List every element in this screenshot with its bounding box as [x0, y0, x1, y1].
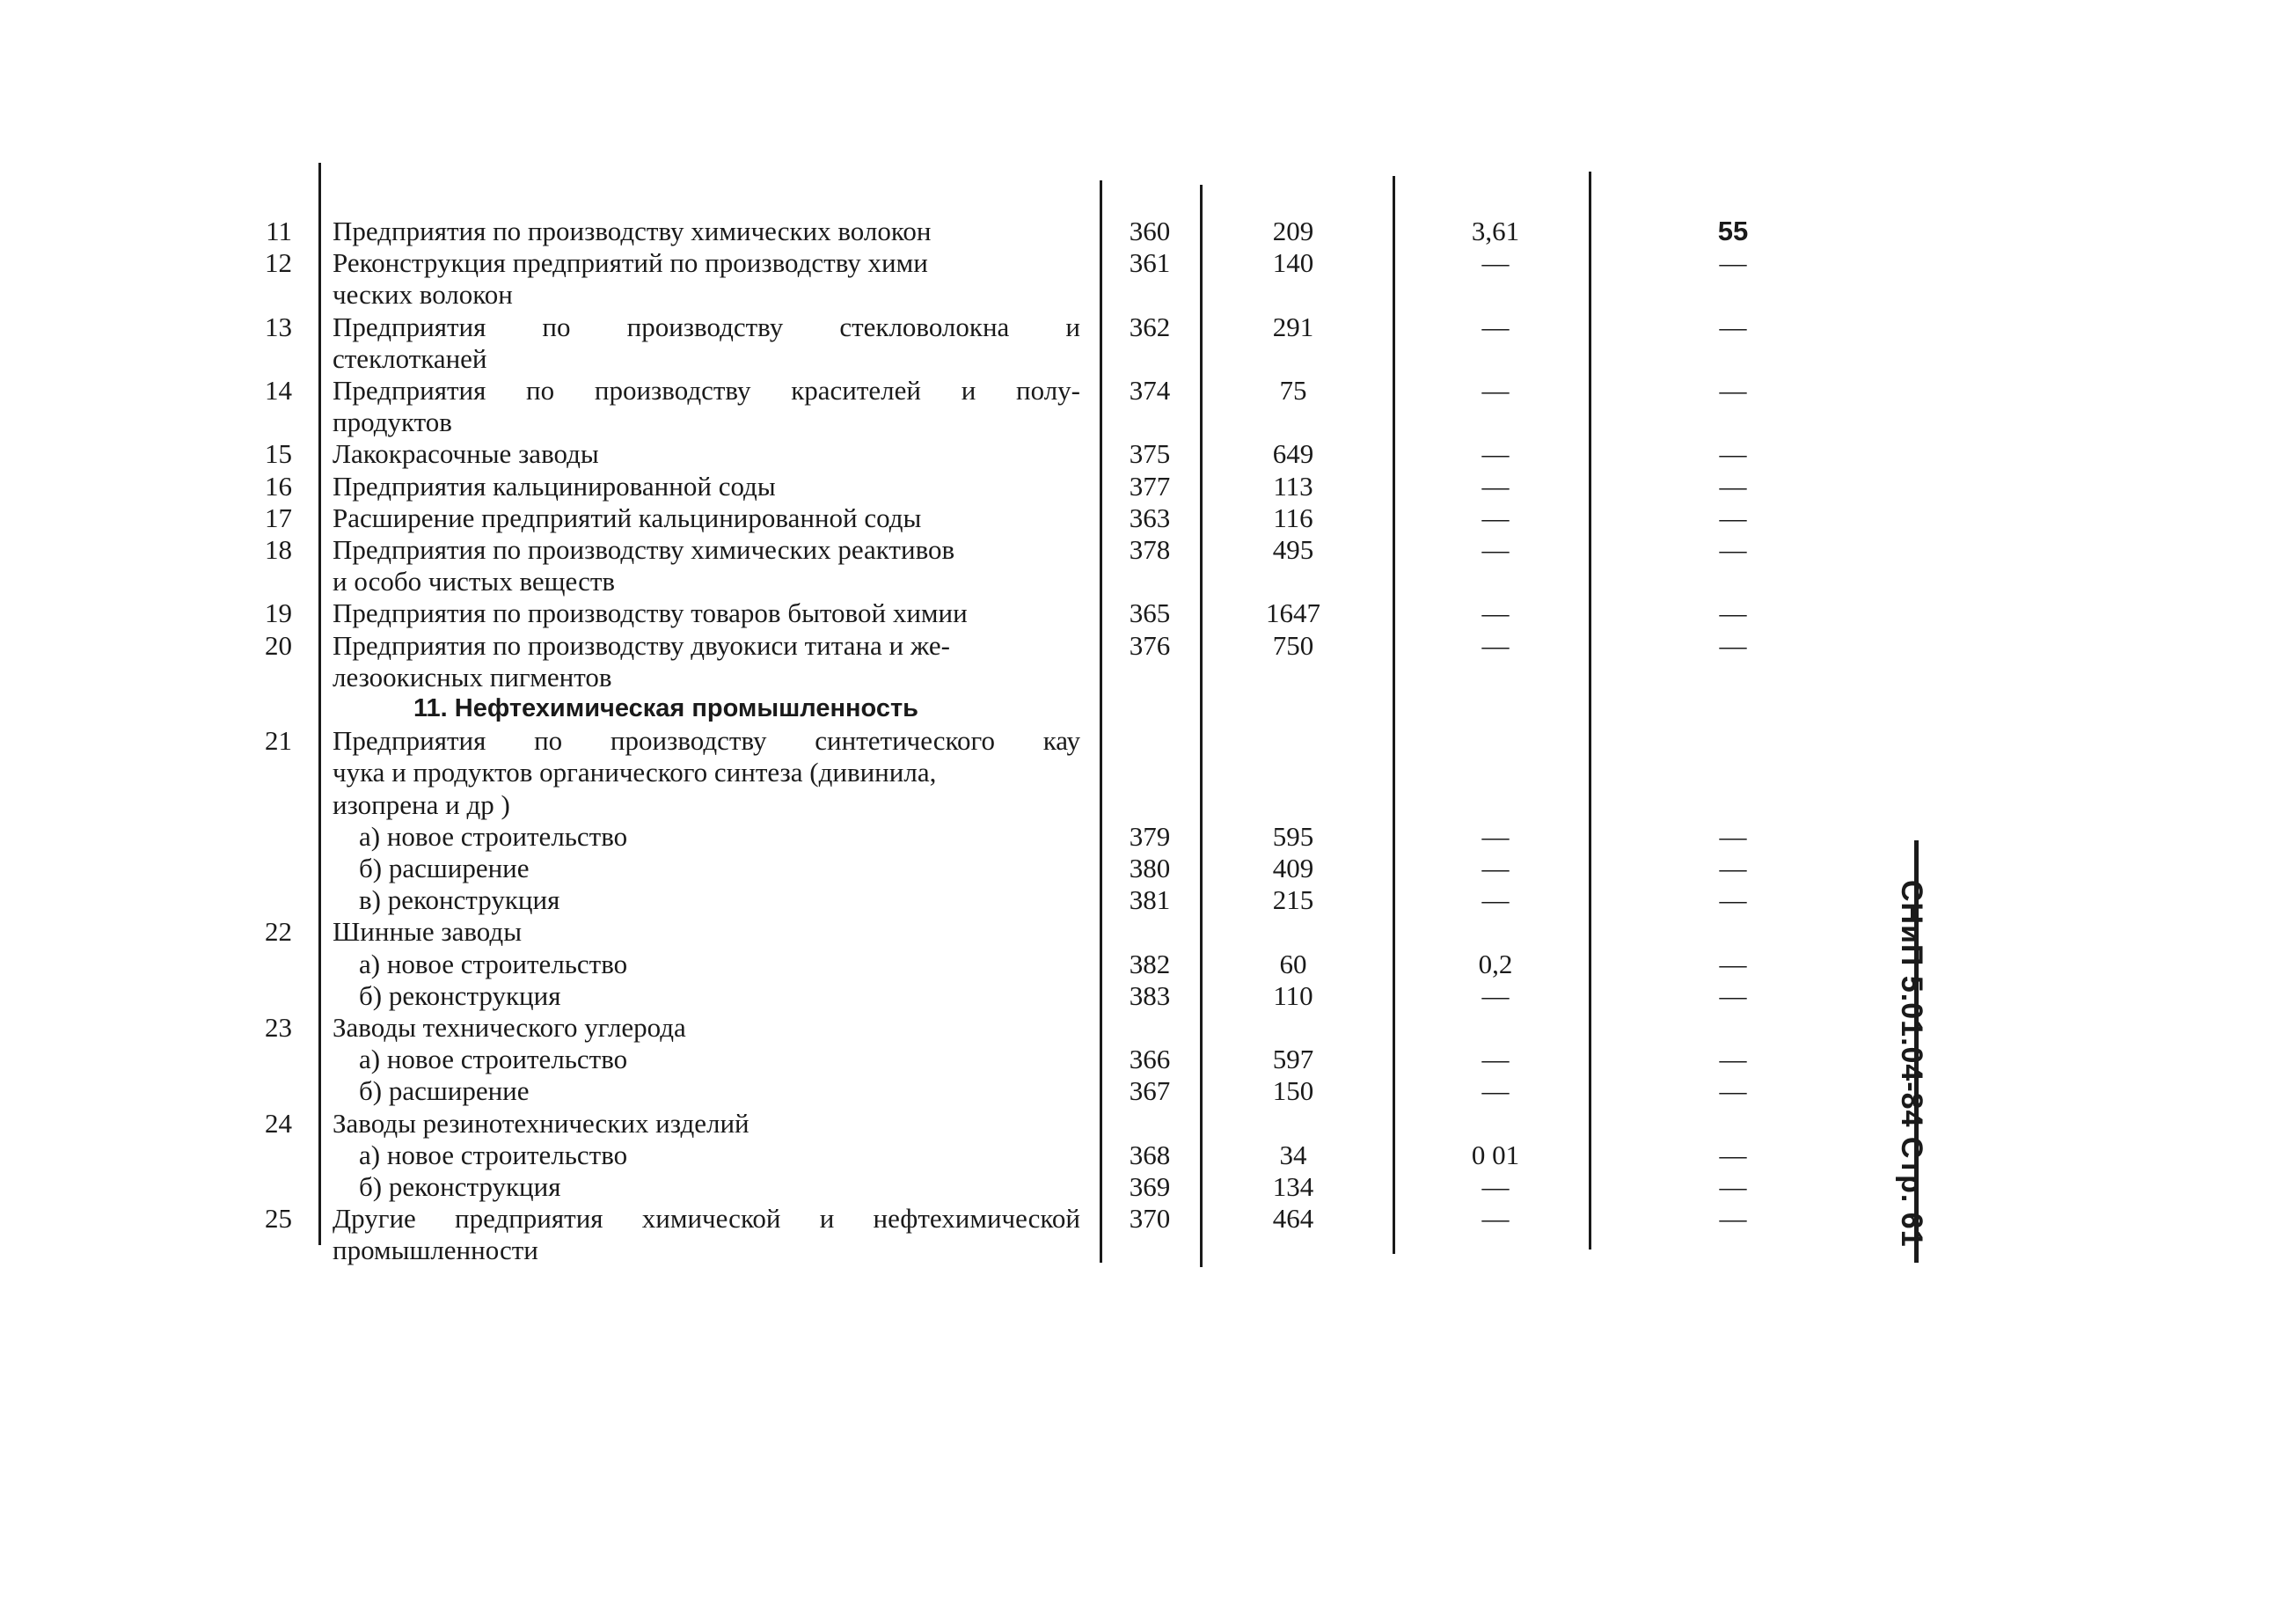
- row-code: 383: [1129, 980, 1171, 1011]
- row-code: 378: [1129, 534, 1171, 565]
- row-name: Шинные заводы: [333, 916, 523, 947]
- row-name: в) реконструкция: [359, 884, 560, 915]
- table-row: [0, 311, 1935, 343]
- row-code: 363: [1129, 502, 1171, 533]
- row-name: Другие предприятия химической и нефтехимической: [333, 1203, 1080, 1234]
- row-value-3: —: [1719, 1171, 1747, 1202]
- row-name: чука и продуктов органического синтеза (дивинила,: [333, 757, 937, 788]
- row-code: 368: [1129, 1140, 1171, 1170]
- row-number: 21: [265, 725, 292, 756]
- table-row: [0, 437, 1935, 470]
- row-value-1: 1647: [1266, 597, 1320, 628]
- row-number: 14: [265, 375, 292, 406]
- section-heading: 11. Нефтехимическая промышленность: [413, 694, 918, 722]
- table-row: [0, 502, 1935, 534]
- row-value-1: 140: [1272, 247, 1314, 278]
- row-value-1: 75: [1279, 375, 1307, 406]
- row-name: ческих волокон: [333, 279, 513, 310]
- row-code: 366: [1129, 1044, 1171, 1074]
- row-value-3: —: [1719, 471, 1747, 502]
- table-row: [0, 948, 1935, 980]
- table-row: [0, 820, 1935, 853]
- row-name: Заводы резинотехнических изделий: [333, 1108, 749, 1139]
- row-name: Лакокрасочные заводы: [333, 438, 599, 469]
- row-value-2: —: [1481, 247, 1510, 278]
- row-value-3: —: [1719, 534, 1747, 565]
- row-name: а) новое строительство: [359, 1044, 628, 1074]
- table-row: [0, 724, 1935, 757]
- row-number: 25: [265, 1203, 292, 1234]
- row-value-1: 113: [1273, 471, 1313, 502]
- row-value-3: —: [1719, 1075, 1747, 1106]
- row-value-2: —: [1481, 853, 1510, 883]
- row-number: 22: [265, 916, 292, 947]
- table-row: [0, 1170, 1935, 1203]
- row-name: Предприятия по производству двуокиси титана и же-: [333, 630, 950, 661]
- row-value-1: 597: [1272, 1044, 1314, 1074]
- row-value-1: 110: [1273, 980, 1313, 1011]
- row-value-1: 116: [1273, 502, 1313, 533]
- table-row: [0, 1043, 1935, 1075]
- row-value-2: —: [1481, 1044, 1510, 1074]
- table-row: [0, 597, 1935, 629]
- table-row: [0, 533, 1935, 566]
- row-code: 379: [1129, 821, 1171, 852]
- row-name: Предприятия по производству стекловолокна и: [333, 311, 1080, 342]
- row-value-1: 291: [1272, 311, 1314, 342]
- row-name: Предприятия по производству товаров бытовой химии: [333, 597, 968, 628]
- table-row: [0, 1139, 1935, 1171]
- table-row: [0, 374, 1935, 407]
- row-name: Предприятия по производству химических волокон: [333, 216, 932, 246]
- row-name: а) новое строительство: [359, 821, 628, 852]
- row-value-2: —: [1481, 375, 1510, 406]
- row-value-2: —: [1481, 1075, 1510, 1106]
- row-value-2: —: [1481, 311, 1510, 342]
- table-row: [0, 342, 1935, 375]
- row-value-1: 750: [1272, 630, 1314, 661]
- row-value-3: —: [1719, 597, 1747, 628]
- row-code: 365: [1129, 597, 1171, 628]
- row-value-2: —: [1481, 502, 1510, 533]
- row-code: 370: [1129, 1203, 1171, 1234]
- row-code: 377: [1129, 471, 1171, 502]
- table-row: [0, 661, 1935, 693]
- row-number: 20: [265, 630, 292, 661]
- table-row: [0, 565, 1935, 597]
- row-name: Реконструкция предприятий по производству хими: [333, 247, 928, 278]
- row-value-3: —: [1719, 630, 1747, 661]
- row-number: 17: [265, 502, 292, 533]
- row-value-3: —: [1719, 1203, 1747, 1234]
- row-value-3: —: [1719, 949, 1747, 979]
- row-value-3: 55: [1717, 216, 1749, 246]
- row-name: б) расширение: [359, 1075, 530, 1106]
- row-name: Предприятия кальцинированной соды: [333, 471, 776, 502]
- row-value-2: —: [1481, 438, 1510, 469]
- row-value-1: 409: [1272, 853, 1314, 883]
- row-value-1: 150: [1272, 1075, 1314, 1106]
- row-name: Расширение предприятий кальцинированной соды: [333, 502, 922, 533]
- row-code: 376: [1129, 630, 1171, 661]
- row-value-3: —: [1719, 311, 1747, 342]
- table-row: [0, 1202, 1935, 1235]
- row-code: 362: [1129, 311, 1171, 342]
- row-value-3: —: [1719, 1044, 1747, 1074]
- row-value-2: —: [1481, 471, 1510, 502]
- row-value-3: —: [1719, 884, 1747, 915]
- row-name: Предприятия по производству синтетического кау: [333, 725, 1080, 756]
- row-value-1: 649: [1272, 438, 1314, 469]
- row-code: 382: [1129, 949, 1171, 979]
- row-code: 374: [1129, 375, 1171, 406]
- row-value-1: 464: [1272, 1203, 1314, 1234]
- row-name: лезоокисных пигментов: [333, 662, 612, 693]
- table-row: [0, 629, 1935, 662]
- table-row: [0, 979, 1935, 1012]
- page-side-label: СНиП 5.01.04-84 Стр. 61: [1895, 880, 1928, 1248]
- row-name: Предприятия по производству красителей и полу-: [333, 375, 1080, 406]
- table-row: [0, 693, 1935, 725]
- row-number: 18: [265, 534, 292, 565]
- row-value-3: —: [1719, 853, 1747, 883]
- row-code: 375: [1129, 438, 1171, 469]
- row-value-1: 209: [1272, 216, 1314, 246]
- row-code: 381: [1129, 884, 1171, 915]
- row-value-1: 60: [1279, 949, 1307, 979]
- row-name: б) реконструкция: [359, 980, 561, 1011]
- row-code: 380: [1129, 853, 1171, 883]
- row-value-2: —: [1481, 821, 1510, 852]
- row-number: 15: [265, 438, 292, 469]
- row-number: 19: [265, 597, 292, 628]
- row-value-3: —: [1719, 247, 1747, 278]
- table-row: [0, 246, 1935, 279]
- table-row: [0, 278, 1935, 311]
- table-row: [0, 756, 1935, 788]
- row-code: 367: [1129, 1075, 1171, 1106]
- row-value-1: 495: [1272, 534, 1314, 565]
- row-value-2: —: [1481, 630, 1510, 661]
- row-value-3: —: [1719, 502, 1747, 533]
- row-value-2: —: [1481, 980, 1510, 1011]
- row-name: продуктов: [333, 407, 452, 437]
- row-value-1: 215: [1272, 884, 1314, 915]
- row-code: 361: [1129, 247, 1171, 278]
- row-value-3: —: [1719, 1140, 1747, 1170]
- row-value-3: —: [1719, 438, 1747, 469]
- table-row: [0, 915, 1935, 948]
- table-row: [0, 406, 1935, 438]
- table-row: [0, 852, 1935, 884]
- row-value-3: —: [1719, 980, 1747, 1011]
- row-value-1: 595: [1272, 821, 1314, 852]
- row-name: стеклотканей: [333, 343, 487, 374]
- row-code: 360: [1129, 216, 1171, 246]
- row-name: а) новое строительство: [359, 1140, 628, 1170]
- row-value-2: —: [1481, 884, 1510, 915]
- row-name: б) реконструкция: [359, 1171, 561, 1202]
- row-number: 24: [265, 1108, 292, 1139]
- table-row: [0, 1011, 1935, 1044]
- row-number: 11: [266, 216, 292, 246]
- row-value-2: 0 01: [1471, 1140, 1520, 1170]
- row-name: б) расширение: [359, 853, 530, 883]
- row-number: 23: [265, 1012, 292, 1043]
- row-value-1: 34: [1279, 1140, 1307, 1170]
- row-value-3: —: [1719, 821, 1747, 852]
- row-number: 12: [265, 247, 292, 278]
- row-value-2: 0,2: [1478, 949, 1513, 979]
- table-row: [0, 883, 1935, 916]
- row-name: промышленности: [333, 1235, 538, 1265]
- table-row: [0, 1234, 1935, 1266]
- table-row: [0, 215, 1935, 247]
- row-name: изопрена и др ): [333, 789, 510, 820]
- table-row: [0, 1074, 1935, 1107]
- row-value-2: —: [1481, 1171, 1510, 1202]
- row-name: и особо чистых веществ: [333, 566, 616, 597]
- table-row: [0, 1107, 1935, 1140]
- row-code: 369: [1129, 1171, 1171, 1202]
- row-name: Предприятия по производству химических реактивов: [333, 534, 955, 565]
- row-value-2: —: [1481, 597, 1510, 628]
- row-value-2: 3,61: [1471, 216, 1520, 246]
- row-value-1: 134: [1272, 1171, 1314, 1202]
- table-row: [0, 788, 1935, 821]
- row-number: 13: [265, 311, 292, 342]
- row-number: 16: [265, 471, 292, 502]
- row-value-2: —: [1481, 534, 1510, 565]
- row-name: а) новое строительство: [359, 949, 628, 979]
- table-row: [0, 470, 1935, 502]
- row-value-2: —: [1481, 1203, 1510, 1234]
- row-name: Заводы технического углерода: [333, 1012, 686, 1043]
- row-value-3: —: [1719, 375, 1747, 406]
